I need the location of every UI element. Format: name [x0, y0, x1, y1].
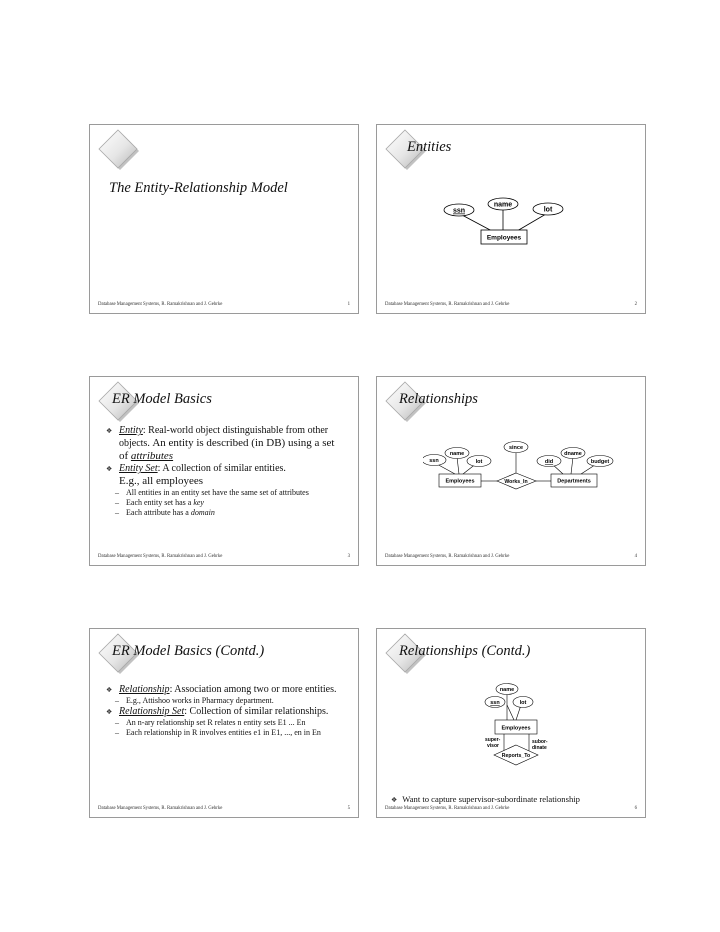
- bullet-item: ❖ Entity: Real-world object distinguishable from other objects. An entity is described (in DB) using a set of attributes: [106, 425, 346, 463]
- attr-lot: lot: [475, 459, 483, 465]
- attr-did: did: [544, 459, 554, 465]
- slide-5: [89, 628, 359, 818]
- bullet-item: ❖ Relationship Set: Collection of similar relationships.: [106, 706, 346, 718]
- slide-4: [376, 376, 646, 566]
- sub-bullet: – An n-ary relationship set R relates n entity sets E1 ... En: [106, 718, 346, 728]
- role-subordinate: subor-dinate: [532, 739, 548, 751]
- bullet-item: ❖ Relationship: Association among two or more entities.: [106, 684, 346, 696]
- attr-ssn: ssn: [429, 458, 439, 464]
- er-diagram-entities: [437, 197, 567, 247]
- entity-employees: Employees: [501, 725, 531, 732]
- slide-number: 1: [347, 302, 350, 307]
- slide-title: ER Model Basics (Contd.): [112, 643, 265, 659]
- sub-bullet: – E.g., Attishoo works in Pharmacy department.: [106, 696, 346, 706]
- sub-bullet: – All entities in an entity set have the same set of attributes: [106, 488, 346, 498]
- bullet-list: [106, 425, 346, 518]
- slide-footer: Database Management Systems, R. Ramakrishnan and J. Gehrke 2: [385, 302, 637, 307]
- attr-label: name: [493, 201, 513, 209]
- slide-footer: Database Management Systems, R. Ramakrishnan and J. Gehrke 1: [98, 302, 350, 307]
- er-diagram-works-in: [423, 439, 633, 494]
- slide-title: Relationships (Contd.): [399, 643, 531, 659]
- er-diagram-reports-to: [477, 683, 567, 783]
- attr-name: name: [499, 687, 515, 693]
- slide-main-title: The Entity-Relationship Model: [109, 180, 288, 196]
- slide-number: 6: [634, 806, 637, 811]
- relationship-reports-to: Reports_To: [501, 753, 531, 759]
- entity-departments: Departments: [557, 478, 591, 485]
- attr-lot: lot: [519, 700, 527, 706]
- slide-note: ❖ Want to capture supervisor-subordinate relationship: [391, 794, 580, 804]
- sub-bullet: – Each entity set has a key: [106, 498, 346, 508]
- slide-number: 3: [347, 554, 350, 559]
- slide-title: Relationships: [399, 391, 478, 407]
- slide-footer: Database Management Systems, R. Ramakrishnan and J. Gehrke 4: [385, 554, 637, 559]
- diamond-icon: [96, 129, 140, 173]
- attr-name: name: [449, 451, 465, 457]
- slide-1: [89, 124, 359, 314]
- relationship-works-in: Works_In: [504, 479, 528, 485]
- bullet-item: ❖ Entity Set: A collection of similar entities. E.g., all employees: [106, 463, 346, 488]
- attr-dname: dname: [564, 451, 582, 457]
- slide-number: 4: [634, 554, 637, 559]
- slide-footer: Database Management Systems, R. Ramakrishnan and J. Gehrke 5: [98, 806, 350, 811]
- attr-ssn: ssn: [490, 700, 500, 706]
- attr-label: lot: [543, 206, 553, 214]
- slide-number: 5: [347, 806, 350, 811]
- slide-3: [89, 376, 359, 566]
- sub-bullet: – Each attribute has a domain: [106, 508, 346, 518]
- slide-number: 2: [634, 302, 637, 307]
- entity-employees: Employees: [445, 478, 475, 485]
- attr-since: since: [508, 445, 524, 451]
- entity-label: Employees: [486, 234, 522, 242]
- slide-title: Entities: [407, 139, 452, 155]
- bullet-list: [106, 684, 346, 738]
- slide-2: [376, 124, 646, 314]
- role-supervisor: super-visor: [485, 737, 501, 749]
- slide-title: ER Model Basics: [112, 391, 212, 407]
- slide-footer: Database Management Systems, R. Ramakrishnan and J. Gehrke 3: [98, 554, 350, 559]
- slide-6: [376, 628, 646, 818]
- sub-bullet: – Each relationship in R involves entities e1 in E1, ..., en in En: [106, 728, 346, 738]
- attr-label: ssn: [452, 207, 466, 215]
- attr-budget: budget: [590, 459, 610, 465]
- slide-footer: Database Management Systems, R. Ramakrishnan and J. Gehrke 6: [385, 806, 637, 811]
